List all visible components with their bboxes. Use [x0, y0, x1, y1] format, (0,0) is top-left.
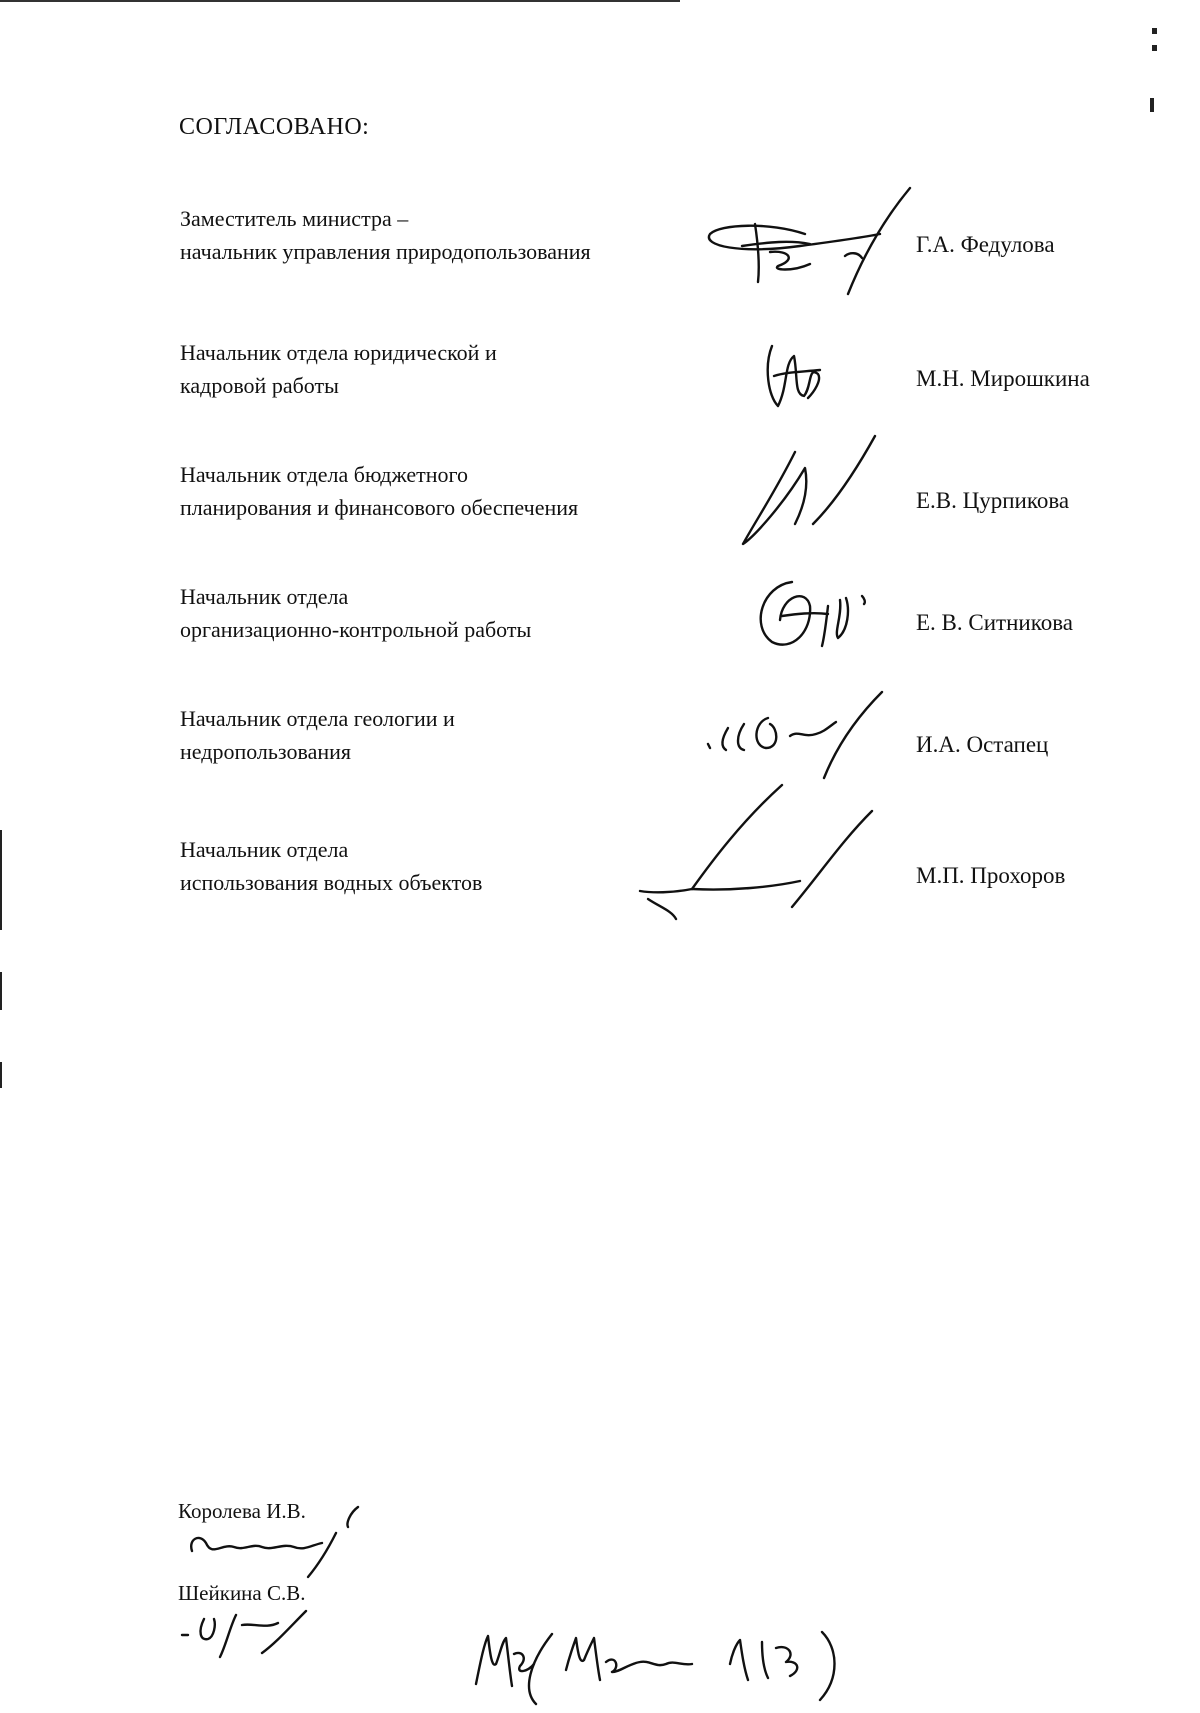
signature-tsurpikova — [735, 432, 885, 562]
signatory-row — [0, 833, 1200, 913]
signatory-name: Е.В. Цурпикова — [916, 488, 1070, 513]
scan-speck — [1152, 28, 1157, 34]
position-title: Заместитель министра – начальник управления природопользования — [180, 206, 591, 264]
executor-name: Шейкина С.В. — [178, 1581, 306, 1605]
executor-signature — [178, 1605, 318, 1665]
signatory-name: М.П. Прохоров — [916, 863, 1066, 888]
executor-name: Королева И.В. — [178, 1499, 306, 1523]
scan-edge-mark — [0, 972, 2, 1010]
signature-prokhorov — [632, 781, 892, 941]
position-title: Начальник отдела использования водных объектов — [180, 837, 483, 895]
position-title: Начальник отдела бюджетного планирования и финансового обеспечения — [180, 462, 579, 520]
signatory-row — [0, 458, 1200, 538]
scan-speck — [1152, 45, 1157, 51]
signature-miroshkina — [760, 336, 830, 416]
signatory-row — [0, 336, 1200, 416]
scan-speck — [1150, 98, 1154, 112]
signatory-name: Е. В. Ситникова — [916, 610, 1073, 635]
signatory-name: И.А. Остапец — [916, 732, 1049, 757]
signatory-name: Г.А. Федулова — [916, 232, 1055, 257]
position-title: Начальник отдела организационно-контрольной работы — [180, 584, 532, 642]
signature-sitnikova — [752, 576, 882, 656]
signatory-name: М.Н. Мирошкина — [916, 366, 1090, 391]
position-title: Начальник отдела юридической и кадровой работы — [180, 340, 497, 398]
scan-edge-mark — [0, 1062, 2, 1088]
scan-edge-line — [0, 0, 680, 2]
signatory-row — [0, 702, 1200, 782]
position-title: Начальник отдела геологии и недропользования — [180, 706, 455, 764]
bottom-handwritten-note — [470, 1624, 850, 1710]
executor-signature — [178, 1503, 378, 1579]
signatory-row — [0, 580, 1200, 660]
signature-fedulova — [700, 194, 915, 304]
signature-ostapets — [706, 688, 896, 788]
approval-heading: СОГЛАСОВАНО: — [179, 114, 370, 140]
signatory-row — [0, 202, 1200, 282]
